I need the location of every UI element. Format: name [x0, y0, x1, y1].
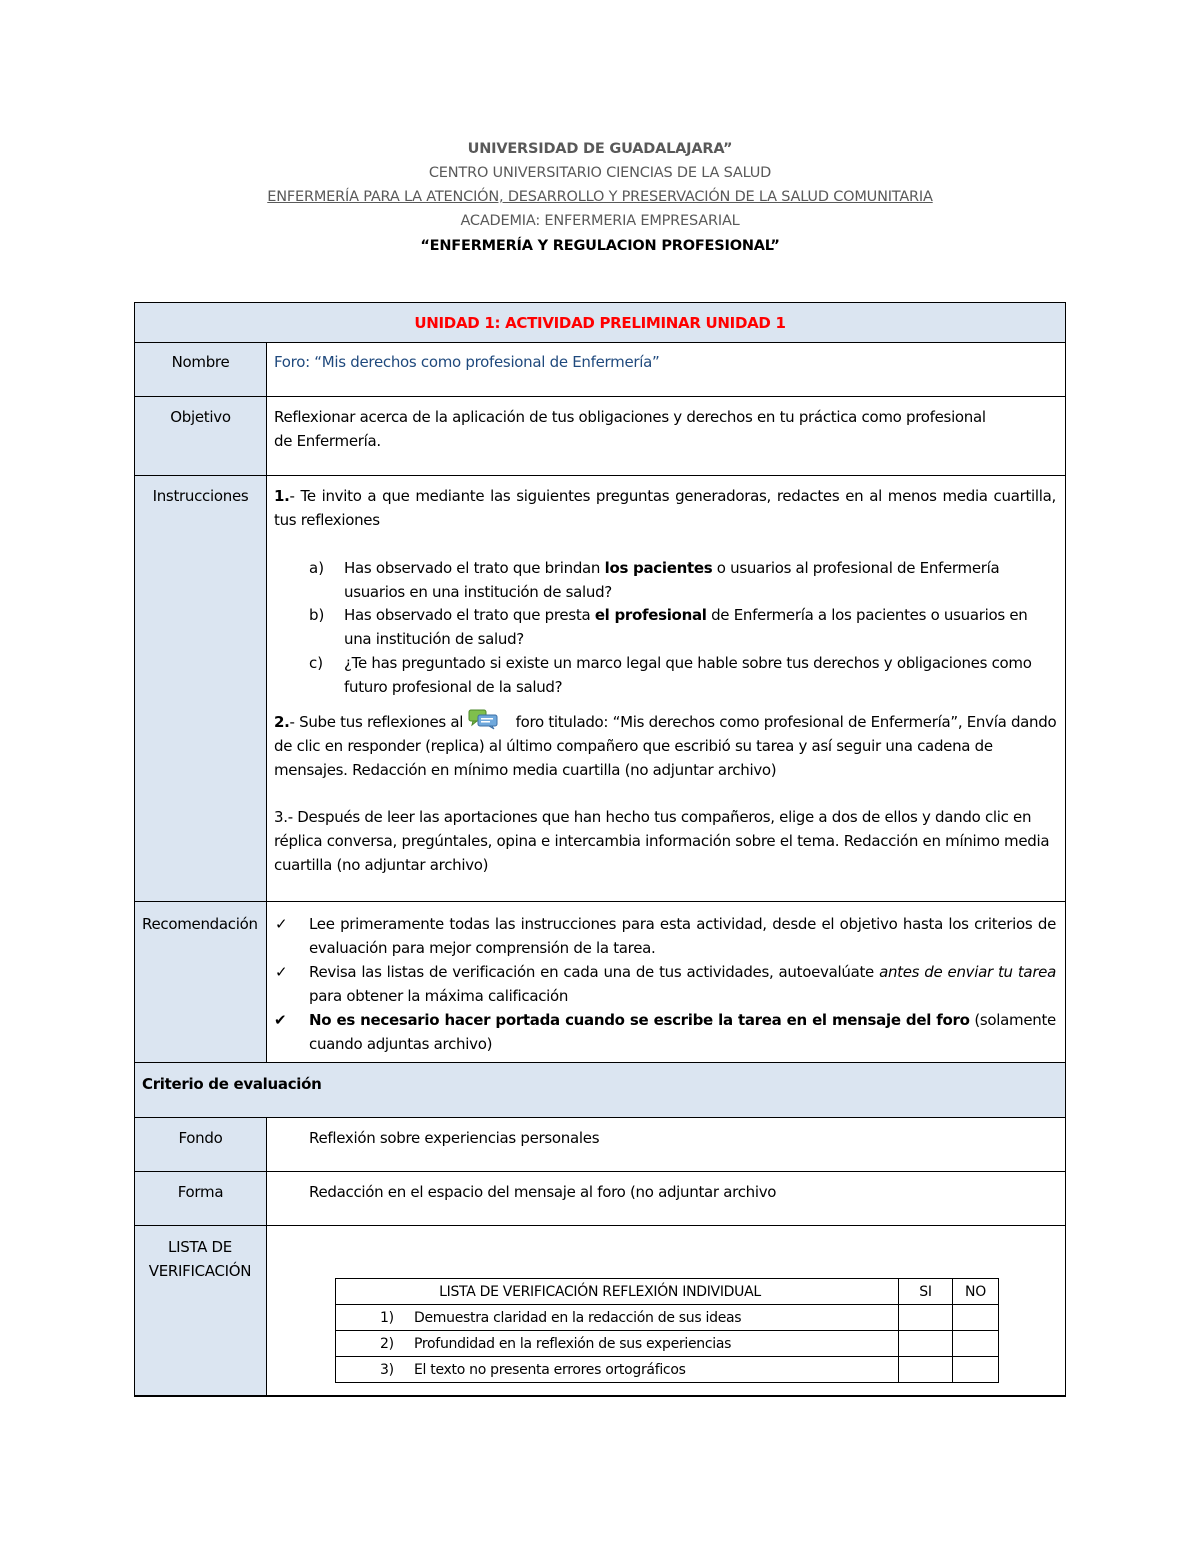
- instruction-1-number: 1.: [274, 487, 290, 505]
- instrucciones-label: Instrucciones: [152, 487, 249, 505]
- recommendation-1: Lee primeramente todas las instrucciones para esta actividad, desde el objetivo hasta los criterios de evaluación para mejor comprensión de la tarea.: [309, 915, 1056, 957]
- checklist-item-text: El texto no presenta errores ortográficos: [414, 1361, 686, 1378]
- checklist-header: LISTA DE VERIFICACIÓN REFLEXIÓN INDIVIDUAL: [336, 1279, 899, 1305]
- instruction-2-text-end: foro titulado: “Mis derechos como profesional de Enfermería”, Envía dando de clic en responder (replica) al último compañero que escribió su tarea y así seguir una cadena de mensajes. Redacción en mínimo media cuartilla (no adjuntar archivo): [274, 713, 1057, 779]
- instruction-1-text: - Te invito a que mediante las siguientes preguntas generadoras, redactes en al menos media cuartilla, tus reflexiones: [274, 487, 1056, 529]
- question-a-marker: a): [309, 559, 325, 577]
- recommendation-3: [309, 1008, 1056, 1056]
- table-row: [336, 1305, 999, 1331]
- university-name: UNIVERSIDAD DE GUADALAJARA”: [467, 141, 733, 157]
- program-name: ENFERMERÍA PARA LA ATENCIÓN, DESARROLLO Y PRESERVACIÓN DE LA SALUD COMUNITARIA: [267, 189, 933, 205]
- verification-checklist: [335, 1278, 999, 1383]
- checklist-item-number: 3): [380, 1361, 394, 1378]
- question-a-text-end: o usuarios al profesional de Enfermería usuarios en una institución de salud?: [344, 559, 1000, 601]
- table-border: [1065, 302, 1066, 1396]
- instruction-2-number: 2.: [274, 713, 290, 731]
- checklist-item: [336, 1331, 899, 1357]
- instruction-2-text: - Sube tus reflexiones al: [289, 713, 468, 731]
- forma-value: Redacción en el espacio del mensaje al foro (no adjuntar archivo: [309, 1183, 777, 1201]
- checklist-item: [336, 1357, 899, 1383]
- checklist-item-number: 1): [380, 1309, 394, 1326]
- recomendacion-label: Recomendación: [142, 915, 258, 933]
- table-row: [336, 1357, 999, 1383]
- center-name: CENTRO UNIVERSITARIO CIENCIAS DE LA SALUD: [428, 165, 772, 181]
- academy-name: ACADEMIA: ENFERMERIA EMPRESARIAL: [460, 213, 740, 229]
- forma-label: Forma: [177, 1183, 224, 1201]
- recommendation-2: [309, 960, 1056, 1008]
- checkmark-icon: ✔: [274, 1011, 287, 1029]
- recommendation-2-text-end: para obtener la máxima calificación: [309, 987, 569, 1005]
- row-divider: [134, 342, 1066, 343]
- row-divider: [134, 475, 1066, 476]
- checklist-no-header: NO: [953, 1279, 999, 1305]
- checklist-item-number: 2): [380, 1335, 394, 1352]
- question-b-text-end: de Enfermería a los pacientes o usuarios en una institución de salud?: [344, 606, 1028, 648]
- nombre-value: Foro: “Mis derechos como profesional de Enfermería”: [274, 353, 660, 371]
- checkmark-icon: ✓: [275, 915, 288, 933]
- checklist-no-cell[interactable]: [953, 1331, 999, 1357]
- checklist-item-text: Demuestra claridad en la redacción de sus ideas: [414, 1309, 742, 1326]
- recommendation-3-text: (solamente cuando adjuntas archivo): [309, 1011, 1056, 1053]
- checklist-si-cell[interactable]: [899, 1357, 953, 1383]
- table-border: [134, 302, 1066, 303]
- checklist-item: [336, 1305, 899, 1331]
- question-a-bold: los pacientes: [604, 559, 713, 577]
- course-title: “ENFERMERÍA Y REGULACION PROFESIONAL”: [420, 238, 780, 254]
- objetivo-value: Reflexionar acerca de la aplicación de tus obligaciones y derechos en tu práctica como profesional de Enfermería.: [274, 408, 986, 450]
- row-divider: [134, 901, 1066, 902]
- row-divider: [134, 1117, 1066, 1118]
- fondo-label: Fondo: [178, 1129, 223, 1147]
- question-c-marker: c): [309, 654, 324, 672]
- column-divider: [266, 342, 267, 1062]
- instruction-1: [274, 484, 1056, 532]
- row-divider: [134, 1225, 1066, 1226]
- row-divider: [134, 1171, 1066, 1172]
- checklist-si-cell[interactable]: [899, 1331, 953, 1357]
- checklist-si-header: SI: [899, 1279, 953, 1305]
- unit-title: UNIDAD 1: ACTIVIDAD PRELIMINAR UNIDAD 1: [414, 314, 786, 332]
- instruction-3: 3.- Después de leer las aportaciones que han hecho tus compañeros, elige a dos de ellos y dando clic en réplica conversa, pregúntales, opina e intercambia información sobre el tema. Redacción en mínimo media cuartilla (no adjuntar archivo): [274, 808, 1050, 874]
- question-b-text: Has observado el trato que presta: [344, 606, 595, 624]
- question-a-text: Has observado el trato que brindan: [344, 559, 605, 577]
- checklist-no-cell[interactable]: [953, 1357, 999, 1383]
- instruction-2: [274, 708, 1064, 782]
- row-divider: [134, 396, 1066, 397]
- recommendation-2-italic: antes de enviar tu tarea: [879, 963, 1057, 981]
- label-column-bg: [135, 342, 266, 1062]
- criterio-label: Criterio de evaluación: [142, 1075, 322, 1093]
- checklist-header-row: [336, 1279, 999, 1305]
- checklist-si-cell[interactable]: [899, 1305, 953, 1331]
- checkmark-icon: ✓: [275, 963, 288, 981]
- checklist-item-text: Profundidad en la reflexión de sus experiencias: [414, 1335, 732, 1352]
- fondo-value: Reflexión sobre experiencias personales: [309, 1129, 600, 1147]
- row-divider: [134, 1062, 1066, 1063]
- question-b-bold: el profesional: [594, 606, 707, 624]
- table-row: [336, 1331, 999, 1357]
- recommendation-2-text: Revisa las listas de verificación en cada una de tus actividades, autoevalúate: [309, 963, 880, 981]
- lista-label: LISTA DE VERIFICACIÓN: [148, 1238, 252, 1280]
- question-c-text: ¿Te has preguntado si existe un marco legal que hable sobre tus derechos y obligaciones como futuro profesional de la salud?: [344, 654, 1032, 696]
- table-border: [134, 302, 135, 1396]
- recommendation-3-bold: No es necesario hacer portada cuando se escribe la tarea en el mensaje del foro: [309, 1011, 970, 1029]
- question-c: [344, 651, 1059, 699]
- question-a: [344, 556, 1059, 604]
- question-b-marker: b): [309, 606, 325, 624]
- objetivo-label: Objetivo: [170, 408, 231, 426]
- table-border: [134, 1395, 1066, 1397]
- column-divider: [266, 1117, 267, 1395]
- checklist-no-cell[interactable]: [953, 1305, 999, 1331]
- question-b: [344, 603, 1059, 651]
- nombre-label: Nombre: [171, 353, 230, 371]
- chat-bubbles-icon: [468, 708, 500, 728]
